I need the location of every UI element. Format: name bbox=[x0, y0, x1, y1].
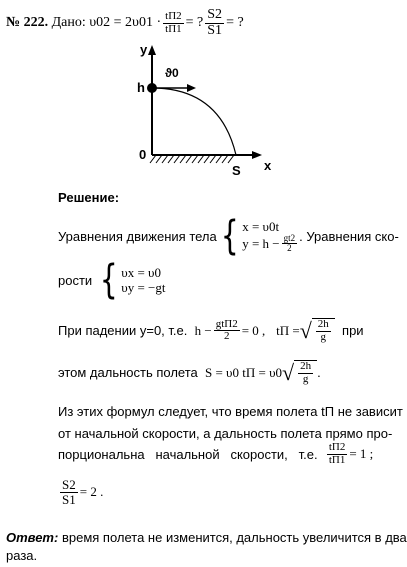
conclusion-line-4 bbox=[58, 478, 103, 506]
velocity-text-start: . Уравнения ско- bbox=[299, 228, 399, 244]
conclusion-time-frac: $\frac{tП2}{tП1}$ bbox=[328, 441, 346, 466]
velocity-label: ϑ0 bbox=[165, 66, 179, 80]
fall-time-line bbox=[58, 318, 364, 343]
conclusion-distance-eq: = 2 . bbox=[79, 484, 104, 500]
motion-x-eq: x = υ0t bbox=[242, 218, 280, 234]
problem-header bbox=[6, 8, 244, 38]
distance-text: этом дальность полета bbox=[58, 365, 198, 381]
solution-heading: Решение: bbox=[58, 190, 120, 205]
distance-end: . bbox=[317, 365, 321, 381]
question-mark-2: = ? bbox=[226, 15, 244, 31]
y-axis-arrow bbox=[148, 45, 156, 55]
velocity-y-eq: υy = −gt bbox=[121, 280, 166, 295]
motion-y-eq: y = h − bbox=[242, 236, 280, 251]
fall-time-eq: tП = bbox=[276, 322, 300, 338]
x-axis-label: x bbox=[264, 158, 272, 173]
conclusion-line-1: Из этих формул следует, что время полета tП не зависит bbox=[58, 404, 403, 419]
distance-sqrt: √ $\frac{2h}{g}$ bbox=[282, 360, 317, 385]
fall-time-sqrt: √ $\frac{2h}{g}$ bbox=[300, 318, 335, 343]
fall-condition-text: При падении y=0, т.е. bbox=[58, 323, 188, 339]
velocity-system bbox=[121, 265, 165, 295]
fall-time-tail: при bbox=[342, 323, 364, 339]
answer-line-1 bbox=[6, 530, 407, 545]
answer-text: время полета не изменится, дальность увеличится в два bbox=[61, 530, 407, 545]
conclusion-text-3: порциональна начальной скорости, т.е. bbox=[58, 446, 318, 462]
brace-1: { bbox=[220, 213, 239, 259]
problem-number: № 222. bbox=[6, 15, 49, 31]
distance-line bbox=[58, 360, 321, 385]
conclusion-line-3 bbox=[58, 442, 373, 466]
trajectory-diagram bbox=[130, 45, 290, 175]
origin-label: 0 bbox=[139, 147, 147, 162]
given-expression: υ02 = 2υ01 · bbox=[89, 15, 162, 31]
distance-eq: S = υ0 tП = υ0 bbox=[205, 364, 283, 380]
conclusion-time-eq: = 1 ; bbox=[349, 446, 374, 462]
conclusion-distance-frac: $\frac{S2}{S1}$ bbox=[62, 477, 76, 507]
distance-ratio-fraction: $\frac{S2}{S1}$ bbox=[207, 7, 223, 38]
answer-line-2: раза. bbox=[6, 548, 38, 563]
fall-eq-right: = 0 , bbox=[241, 322, 266, 338]
x-axis-arrow bbox=[252, 151, 262, 159]
height-label: h bbox=[137, 80, 145, 95]
motion-equations-line bbox=[58, 213, 399, 259]
fall-frac: $\frac{\text{gtП2}}{2}$ bbox=[215, 317, 238, 343]
y-axis-label: y bbox=[140, 42, 148, 57]
body-point bbox=[147, 83, 157, 93]
motion-frac: $\frac{gt2}{2}$ bbox=[283, 232, 296, 253]
motion-text: Уравнения движения тела bbox=[58, 228, 217, 244]
time-ratio-fraction: $\frac{tП2}{tП1}$ bbox=[165, 10, 182, 35]
trajectory-curve bbox=[152, 88, 236, 155]
velocity-text-end: рости bbox=[58, 272, 93, 288]
distance-label: S bbox=[232, 163, 241, 178]
question-mark-1: = ? bbox=[185, 15, 204, 31]
velocity-arrowhead bbox=[187, 84, 196, 92]
velocity-equations-line bbox=[58, 257, 166, 303]
given-label: Дано: bbox=[51, 15, 86, 31]
fall-eq-left: h − bbox=[194, 322, 212, 338]
motion-system bbox=[242, 219, 299, 254]
ground-hatch bbox=[150, 155, 234, 163]
answer-label: Ответ: bbox=[6, 530, 59, 545]
brace-2: { bbox=[99, 257, 118, 303]
conclusion-line-2: от начальной скорости, а дальность полета прямо про- bbox=[58, 426, 393, 441]
velocity-x-eq: υx = υ0 bbox=[121, 265, 161, 280]
